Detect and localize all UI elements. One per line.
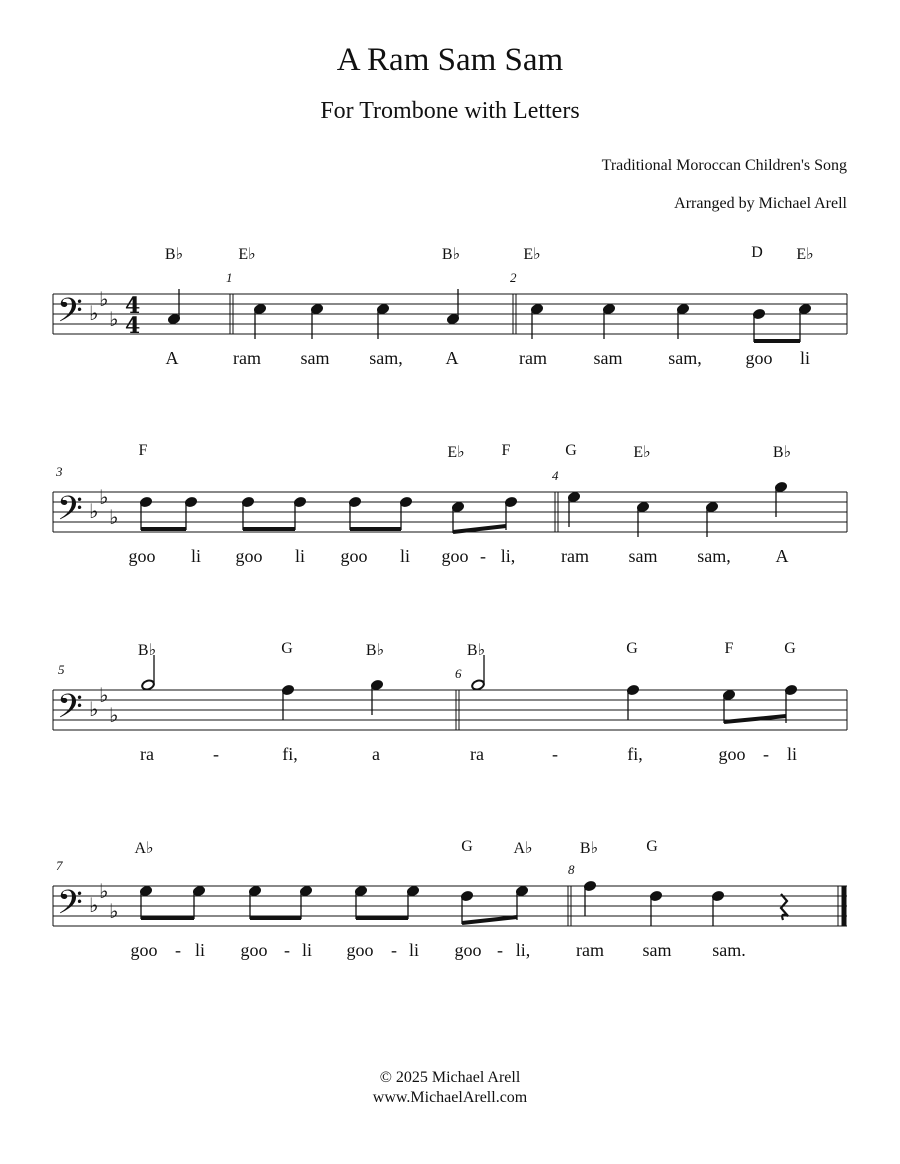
chord-symbol: G [626,640,638,657]
lyric-syllable: sam [642,940,672,960]
lyric-syllable: - [284,940,290,960]
lyric-syllable: A [445,348,459,368]
time-signature [125,293,140,339]
svg-text:♭: ♭ [109,505,119,529]
page-subtitle: For Trombone with Letters [320,98,580,124]
chord-symbol: B♭ [466,642,486,659]
chord-symbol: A♭ [134,840,154,857]
lyric-syllable: ram [519,348,547,368]
lyric-syllable: ram [561,546,589,566]
chord-symbol: B♭ [137,642,157,659]
lyric-syllable: sam [628,546,658,566]
lyric-syllable: - [552,744,558,764]
notes-system-2 [139,481,787,537]
chord-symbol: E♭ [633,444,651,461]
chord-symbol: G [461,838,473,855]
svg-text:♭: ♭ [109,703,119,727]
svg-text:♭: ♭ [89,697,99,721]
svg-text:♭: ♭ [99,485,109,509]
lyric-syllable: - [497,940,503,960]
lyric-syllable: goo [130,940,158,960]
svg-text:♭: ♭ [109,307,119,331]
svg-text:♭: ♭ [89,893,99,917]
lyric-syllable: - [213,744,219,764]
lyric-syllable: ra [140,744,154,764]
chord-symbol: E♭ [523,246,541,263]
lyric-syllable: li [408,940,420,960]
lyric-syllable: - [175,940,181,960]
lyric-syllable: goo [340,546,368,566]
svg-text:♭: ♭ [99,683,109,707]
lyric-syllable: - [763,744,769,764]
lyric-syllable: goo [745,348,773,368]
chord-symbol: F [501,442,511,459]
lyric-syllable: li [294,546,306,566]
chord-symbol: B♭ [164,246,184,263]
svg-text:𝄢: 𝄢 [57,490,83,536]
lyric-syllable: - [480,546,486,566]
chord-symbol: F [138,442,148,459]
chord-symbol: E♭ [796,246,814,263]
lyric-syllable: sam, [369,348,403,368]
lyric-syllable: li, [500,546,516,566]
chord-symbol: D [751,244,763,261]
svg-text:♭: ♭ [89,499,99,523]
staff-system-4 [0,832,900,982]
lyric-syllable: sam. [712,940,746,960]
chord-symbol: E♭ [238,246,256,263]
svg-text:♭: ♭ [99,879,109,903]
lyric-syllable: a [372,744,380,764]
notes-system-3 [141,655,798,723]
lyric-syllable: li [194,940,206,960]
lyric-syllable: goo [128,546,156,566]
bass-clef-icon [57,490,83,536]
lyric-syllable: li, [515,940,531,960]
lyric-syllable: fi, [627,744,643,764]
lyric-syllable: li [301,940,313,960]
staff-system-2 [0,438,900,588]
page-title: A Ram Sam Sam [336,42,564,78]
lyric-syllable: goo [718,744,746,764]
lyric-syllable: li [190,546,202,566]
arranger-credit: Arranged by Michael Arell [674,195,847,212]
composer-credit: Traditional Moroccan Children's Song [601,157,847,174]
chord-symbol: G [646,838,658,855]
chord-symbol: B♭ [772,444,792,461]
bass-clef-icon [57,884,83,930]
measure-number: 2 [510,270,517,285]
staff-system-3 [0,636,900,786]
lyric-syllable: sam, [697,546,731,566]
svg-text:𝄢: 𝄢 [57,292,83,338]
lyric-syllable: goo [346,940,374,960]
lyric-syllable: ra [470,744,484,764]
lyric-syllable: ram [576,940,604,960]
measure-number: 8 [568,862,575,877]
measure-number: 3 [56,464,63,479]
bass-clef-icon [57,292,83,338]
time-signature-bottom: 4 [125,313,141,339]
lyric-syllable: goo [441,546,469,566]
chord-symbol: E♭ [447,444,465,461]
lyric-syllable: sam [300,348,330,368]
lyric-syllable: fi, [282,744,298,764]
website-link[interactable]: www.MichaelArell.com [372,1089,528,1106]
chord-symbol: A♭ [513,840,533,857]
lyric-syllable: A [165,348,179,368]
chord-symbol: B♭ [579,840,599,857]
copyright-notice: © 2025 Michael Arell [379,1069,521,1086]
svg-text:𝄢: 𝄢 [57,688,83,734]
lyric-syllable: sam, [668,348,702,368]
staff-system-1 [0,240,900,390]
lyric-syllable: goo [240,940,268,960]
svg-text:♭: ♭ [89,301,99,325]
svg-text:♭: ♭ [99,287,109,311]
measure-number: 5 [58,662,65,677]
lyric-syllable: ram [233,348,261,368]
chord-symbol: G [281,640,293,657]
lyric-syllable: li [786,744,798,764]
svg-text:♭: ♭ [109,899,119,923]
lyric-syllable: li [399,546,411,566]
measure-number: 6 [455,666,462,681]
lyric-syllable: A [775,546,789,566]
lyric-syllable: li [799,348,811,368]
svg-text:𝄢: 𝄢 [57,884,83,930]
chord-symbol: F [724,640,734,657]
lyric-syllable: goo [454,940,482,960]
lyric-syllable: - [391,940,397,960]
chord-symbol: B♭ [365,642,385,659]
lyric-syllable: sam [593,348,623,368]
chord-symbol: G [784,640,796,657]
chord-symbol: G [565,442,577,459]
lyric-syllable: goo [235,546,263,566]
measure-number: 7 [56,858,63,873]
time-signature-top: 4 [125,293,141,319]
bass-clef-icon [57,688,83,734]
measure-number: 4 [552,468,559,483]
chord-symbol: B♭ [441,246,461,263]
measure-number: 1 [226,270,233,285]
notes-system-4 [139,880,788,926]
